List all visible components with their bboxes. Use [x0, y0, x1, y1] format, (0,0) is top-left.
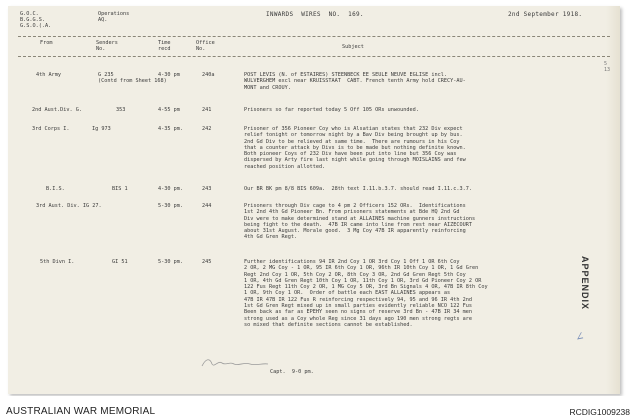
row-4-office: 243 [202, 186, 212, 192]
document-page [8, 6, 620, 394]
header-rule-top [18, 36, 610, 37]
col-subject: Subject [342, 44, 364, 50]
row-2-from: 2nd Aust.Div. G. [32, 107, 82, 113]
distribution-line-1: G.O.C. [20, 11, 39, 17]
row-4-senders: BIS 1 [112, 186, 128, 192]
pencil-mark: ∠ [573, 329, 586, 344]
row-3-time: 4-35 pm. [158, 126, 183, 132]
row-2-office: 241 [202, 107, 212, 113]
row-5-from: 3rd Aust. Div. IG 27. [36, 203, 102, 209]
record-id: RCDIG1009238 [569, 407, 630, 417]
distribution-line-2: B.G.G.S. [20, 17, 45, 23]
row-1-senders: G 235 (Contd from Sheet 168) [98, 72, 167, 85]
appendix-label: APPENDIX [580, 256, 590, 311]
row-6-time: 5-30 pm. [158, 259, 183, 265]
page-number-top: 5 [604, 61, 608, 67]
header-rule-bottom [18, 56, 610, 57]
row-3-subject: Prisoner of 356 Pioneer Coy who is Alsatian states that 232 Div expect relief tonight or tomorrow night by a Bav Div being brought up by bus. 2nd Gd Div to be relieved at same time. There are rumours in his Coy that a counter attack by Divs is to be made but nothing definite known. Both pioneer Coys of 232 Div have been put into line but 356 Coy was dispersed by Arty fire last night while going through MOISLAINS and few reached position allotted. [244, 126, 466, 170]
page-number-bottom: 13 [604, 67, 611, 73]
row-6-subject: Further identifications 94 IR 2nd Coy 1 OR 3rd Coy 1 Off 1 OR 6th Coy 2 OR, 2 MG Coy - 1 OR, 95 IR 6th Coy 1 OR, 96th IR 10th Coy 1 OR, 1 Gd Gren Regt 2nd Coy 1 OR, 5th Coy 2 OR, 8th Coy 3 OR, 2nd Gd Gren Regt 5th Coy 1 OR, 4th Gd Gren Regt 10th Coy 1 OR, 11th Coy 1 OR, 3rd Gd Pioneer Coy 2 OR 122 Fus Regt 11th Coy 2 OR, 1 MG Coy 5 OR, 3rd Bn Signals 4 OR, 47B IR 8th Coy 1 OR, 9th Coy 1 OR. Order of battle each EAST ALLAINES appears as 47B IR 47B IR 122 Fus R reinforcing respectively 94, 95 and 96 IR 4th 2nd 1st Gd Gren Regt mixed up in small parties evidently reliable NCO 122 Fus Been back as far as EPEHY seen no signs of reserve 3rd Bn - 47B IR 34 men strong used as a Coy whole Reg since 31 days ago 190 men strong regts are so mixed that definite sections cannot be established. [244, 259, 488, 328]
row-2-time: 4-55 pm [158, 107, 180, 113]
row-3-from: 3rd Corps I. [32, 126, 70, 132]
distribution-operations: Operations [98, 11, 130, 17]
row-5-time: 5-30 pm. [158, 203, 183, 209]
row-4-subject: Our BR BK pm 8/8 BIS 609a. 28th text I.11.b.3.7. should read I.11.c.3.7. [244, 186, 472, 192]
col-from: From [40, 40, 53, 46]
row-2-senders: 353 [116, 107, 126, 113]
row-5-subject: Prisoners through Div cage to 4 pm 2 Officers 152 ORs. Identifications 1st 2nd 4th Gd Pioneer Bn. From prisoners statements at Bde HQ 2nd Gd Div were to make determined stand at ALLAINES machine gunners instructions being fight to the death. 47B IR came into line from rest near AIZECOURT about 31st August. Morale good. 3 Mg Coy 47B IR apparently reinforcing 4th Gd Gren Regt. [244, 203, 476, 241]
row-5-office: 244 [202, 203, 212, 209]
page-number-stamp [604, 61, 610, 73]
archive-name: AUSTRALIAN WAR MEMORIAL [6, 406, 156, 417]
distribution-line-3: G.S.O.(.A. [20, 23, 52, 29]
row-4-time: 4-30 pm. [158, 186, 183, 192]
col-time: Time recd [158, 40, 171, 53]
row-6-from: 5th Divn I. [40, 259, 75, 265]
row-6-senders: GI 51 [112, 259, 128, 265]
handwritten-signature [200, 354, 270, 370]
row-1-time: 4-30 pm [158, 72, 180, 78]
distribution-aq: AQ. [98, 17, 108, 23]
row-1-subject: POST LEVIS (N. of ESTAIRES) STEENBECK EE SEULE NEUVE EGLISE incl. WULVERGHEM excl near KRUISSTAAT CABT. French tenth Army hold CRECY-AU- MONT and CROUY. [244, 72, 466, 91]
document-date: 2nd September 1918. [508, 11, 583, 18]
row-1-office: 240a [202, 72, 215, 78]
row-1-from: 4th Army [36, 72, 61, 78]
signoff: Capt. 9-0 pm. [270, 369, 314, 375]
document-title: INWARDS WIRES NO. 169. [266, 11, 364, 18]
col-senders: Senders No. [96, 40, 118, 53]
row-3-senders: Ig 973 [92, 126, 111, 132]
row-6-office: 245 [202, 259, 212, 265]
row-3-office: 242 [202, 126, 212, 132]
col-office: Office No. [196, 40, 215, 53]
row-2-subject: Prisoners so far reported today 5 Off 105 ORs unwounded. [244, 107, 419, 113]
row-4-from: B.I.S. [46, 186, 65, 192]
